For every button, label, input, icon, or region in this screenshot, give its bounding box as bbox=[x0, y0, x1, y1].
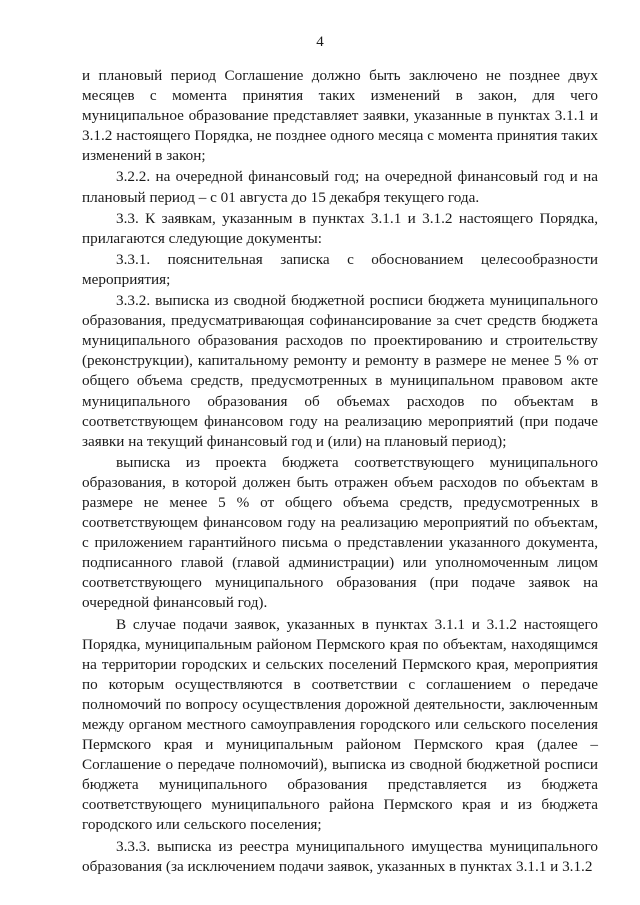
paragraph-continuation: и плановый период Соглашение должно быть заключено не позднее двух месяцев с момента принятия таких изменений в закон, для чего муниципальное образование представляет заявки, указанные в пунктах 3.1.1 и 3.1.2 настоящего Порядка, не позднее одного месяца с момента принятия таких изменений в закон; bbox=[82, 67, 598, 165]
paragraph-3-3-1: 3.3.1. пояснительная записка с обоснованием целесообразности мероприятия; bbox=[82, 250, 598, 288]
paragraph-municipal-district-case: В случае подачи заявок, указанных в пунктах 3.1.1 и 3.1.2 настоящего Порядка, муниципальным районом Пермского края по объектам, находящимся на территории городских и сельских поселений Пермского края, мероприятия по которым осуществляются в соответствии с соглашением о передаче полномочий по вопросу осуществления дорожной деятельности, заключенным между органом местного самоуправления городского или сельского поселения Пермского края и муниципальным районом Пермского края (далее – Соглашение о передаче полномочий), выписка из сводной бюджетной росписи бюджета муниципального образования представляется из бюджета соответствующего муниципального района Пермского края и из бюджета городского или сельского поселения; bbox=[82, 615, 598, 834]
paragraph-3-2-2: 3.2.2. на очередной финансовый год; на очередной финансовый год и на плановый период – с 01 августа до 15 декабря текущего года. bbox=[82, 168, 598, 206]
paragraph-3-3: 3.3. К заявкам, указанным в пунктах 3.1.1 и 3.1.2 настоящего Порядка, прилагаются следующие документы: bbox=[82, 209, 598, 247]
paragraph-3-3-3: 3.3.3. выписка из реестра муниципального имущества муниципального образования (за исключением подачи заявок, указанных в пунктах 3.1.1 и 3.1.2 bbox=[82, 837, 598, 875]
paragraph-3-3-2: 3.3.2. выписка из сводной бюджетной росписи бюджета муниципального образования, предусматривающая софинансирование за счет средств бюджета муниципального образования расходов по проектированию и строительству (реконструкции), капитальному ремонту и ремонту в размере не менее 5 % от общего объема средств, предусмотренных в муниципальном правовом акте муниципального образования об объемах расходов по объектам в соответствующем финансовом году на реализацию мероприятий (при подаче заявки на текущий финансовый год и (или) на плановый период); bbox=[82, 292, 598, 450]
page-number: 4 bbox=[316, 34, 324, 50]
paragraph-budget-draft-extract: выписка из проекта бюджета соответствующего муниципального образования, в которой должен быть отражен объем расходов по объектам в размере не менее 5 % от общего объема средств, предусмотренных в соответствующем финансовом году на реализацию мероприятий по объектам, с приложением гарантийного письма о представлении указанного документа, подписанного главой (главой администрации) или уполномоченным лицом соответствующего муниципального образования (при подаче заявок на очередной финансовый год). bbox=[82, 453, 598, 612]
document-body bbox=[82, 66, 598, 877]
